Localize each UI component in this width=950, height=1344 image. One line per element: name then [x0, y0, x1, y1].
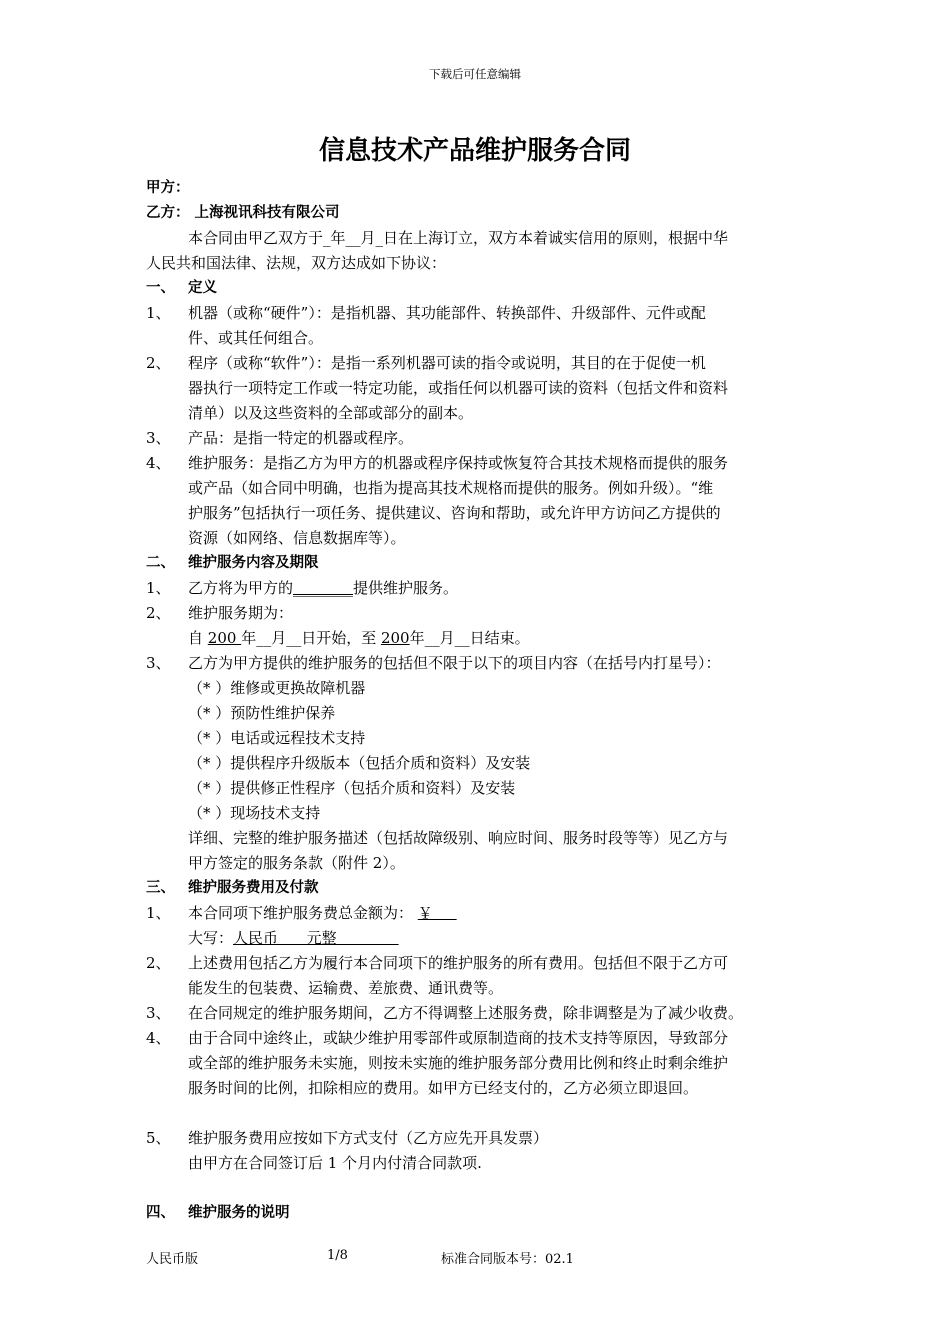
- spacer: [146, 1176, 810, 1201]
- clause-line: [146, 1001, 810, 1026]
- service-option: （* ）提供程序升级版本（包括介质和资料）及安装: [188, 754, 531, 772]
- clause-number: 1、: [146, 904, 171, 922]
- clause-text: 能发生的包装费、运输费、差旅费、通讯费等。: [188, 979, 504, 997]
- clause-text: 甲方签定的服务条款（附件 2）。: [188, 854, 405, 872]
- clause-text: [188, 901, 810, 926]
- service-period-line: [146, 626, 810, 651]
- clause-line: [146, 951, 810, 976]
- service-option: （* ）提供修正性程序（包括介质和资料）及安装: [188, 779, 516, 797]
- spacer: [146, 1101, 810, 1126]
- clause-line: [146, 601, 810, 626]
- clause-number: 3、: [146, 429, 171, 447]
- clause-text: 上述费用包括乙方为履行本合同项下的维护服务的所有费用。包括但不限于乙方可: [188, 954, 729, 972]
- clause-line: [146, 426, 810, 451]
- clause-text: 由于合同中途终止，或缺少维护用零部件或原制造商的技术支持等原因，导致部分: [188, 1029, 729, 1047]
- clause-number: 3、: [146, 1004, 171, 1022]
- clause-text: 件、或其任何组合。: [188, 329, 324, 347]
- text-fragment: 提供维护服务。: [353, 579, 459, 597]
- text-fragment: 大写：: [188, 929, 234, 947]
- footer-edition: 人民币版: [146, 1252, 199, 1267]
- amount-in-words: 人民币 元整: [233, 929, 399, 947]
- clause-line: [146, 651, 810, 676]
- page-header: 下载后可任意编辑: [429, 67, 521, 81]
- section-heading: [146, 1201, 810, 1226]
- section-number: 二、: [146, 555, 175, 571]
- party-a-label: 甲方：: [146, 180, 190, 196]
- section-title: 维护服务费用及付款: [188, 880, 319, 896]
- text-fragment: 本合同项下维护服务费总金额为：: [188, 904, 414, 922]
- clause-line: [146, 576, 810, 601]
- contract-title: 信息技术产品维护服务合同: [318, 136, 631, 166]
- section-title: 定义: [188, 280, 217, 296]
- clause-line: [146, 901, 810, 926]
- section-heading: [146, 551, 810, 576]
- section-heading: [146, 876, 810, 901]
- clause-text: 资源（如网络、信息数据库等）。: [188, 529, 406, 547]
- text-fragment: 乙方将为甲方的: [188, 579, 294, 597]
- section-heading: [146, 276, 810, 301]
- section-number: 一、: [146, 280, 175, 296]
- clause-text: 由甲方在合同签订后 1 个月内付清合同款项.: [188, 1154, 482, 1172]
- contract-body: [146, 176, 810, 1226]
- clause-line: [146, 1126, 810, 1151]
- clause-text: 护服务”包括执行一项任务、提供建议、咨询和帮助，或允许甲方访问乙方提供的: [188, 504, 721, 522]
- clause-text: 维护服务期为：: [188, 604, 294, 622]
- clause-text: 维护服务费用应按如下方式支付（乙方应先开具发票）: [188, 1129, 549, 1147]
- clause-text: 维护服务：是指乙方为甲方的机器或程序保持或恢复符合其技术规格而提供的服务: [188, 454, 729, 472]
- service-option: （* ）电话或远程技术支持: [188, 729, 366, 747]
- clause-text: 或产品（如合同中明确，也指为提高其技术规格而提供的服务。例如升级）。“维: [188, 479, 714, 497]
- clause-number: 1、: [146, 304, 171, 322]
- clause-text: 清单）以及这些资料的全部或部分的副本。: [188, 404, 474, 422]
- clause-number: 2、: [146, 954, 171, 972]
- clause-number: 3、: [146, 654, 171, 672]
- text-fragment: 年__月__日开始，至: [241, 629, 381, 647]
- clause-number: 1、: [146, 579, 171, 597]
- intro-line: 人民共和国法律、法规，双方达成如下协议：: [146, 254, 447, 272]
- intro-line: 本合同由甲乙双方于_年__月_日在上海订立，双方本着诚实信用的原则，根据中华: [188, 229, 729, 247]
- start-year: 200: [207, 629, 242, 647]
- text-fragment: 自: [188, 629, 208, 647]
- clause-number: 4、: [146, 454, 171, 472]
- end-year: 200: [380, 629, 410, 647]
- total-amount: ￥: [417, 904, 457, 922]
- clause-line: [146, 301, 810, 326]
- section-number: 四、: [146, 1205, 175, 1221]
- clause-text: 程序（或称“软件”）：是指一系列机器可读的指令或说明，其目的在于促使一机: [188, 354, 706, 372]
- clause-number: 2、: [146, 604, 171, 622]
- service-option: （* ）维修或更换故障机器: [188, 679, 366, 697]
- clause-number: 2、: [146, 354, 171, 372]
- clause-text: 服务时间的比例，扣除相应的费用。如甲方已经支付的，乙方必须立即退回。: [188, 1079, 699, 1097]
- section-title: 维护服务内容及期限: [188, 555, 319, 571]
- clause-line: [146, 451, 810, 476]
- clause-text: 详细、完整的维护服务描述（包括故障级别、响应时间、服务时段等等）见乙方与: [188, 829, 729, 847]
- clause-text: 或全部的维护服务未实施，则按未实施的维护服务部分费用比例和终止时剩余维护: [188, 1054, 729, 1072]
- footer-page-number: 1/8: [327, 1248, 348, 1263]
- clause-text: [188, 576, 810, 601]
- clause-text: 器执行一项特定工作或一特定功能，或指任何以机器可读的资料（包括文件和资料: [188, 379, 729, 397]
- party-b-label: 乙方： 上海视讯科技有限公司: [146, 205, 340, 221]
- clause-text: 机器（或称“硬件”）：是指机器、其功能部件、转换部件、升级部件、元件或配: [188, 304, 706, 322]
- service-option: （* ）现场技术支持: [188, 804, 321, 822]
- section-number: 三、: [146, 880, 175, 896]
- footer-version: 标准合同版本号：02.1: [441, 1252, 574, 1267]
- amount-in-words-line: [146, 926, 810, 951]
- clause-line: [146, 351, 810, 376]
- text-fragment: 年__月__日结束。: [409, 629, 530, 647]
- clause-line: [146, 1026, 810, 1051]
- section-title: 维护服务的说明: [188, 1205, 290, 1221]
- fill-blank: ________: [293, 579, 354, 597]
- clause-text: 乙方为甲方提供的维护服务的包括但不限于以下的项目内容（在括号内打星号）：: [188, 654, 721, 672]
- service-option: （* ）预防性维护保养: [188, 704, 336, 722]
- clause-number: 4、: [146, 1029, 171, 1047]
- clause-number: 5、: [146, 1129, 171, 1147]
- clause-text: 在合同规定的维护服务期间，乙方不得调整上述服务费，除非调整是为了减少收费。: [188, 1004, 744, 1022]
- clause-text: 产品：是指一特定的机器或程序。: [188, 429, 414, 447]
